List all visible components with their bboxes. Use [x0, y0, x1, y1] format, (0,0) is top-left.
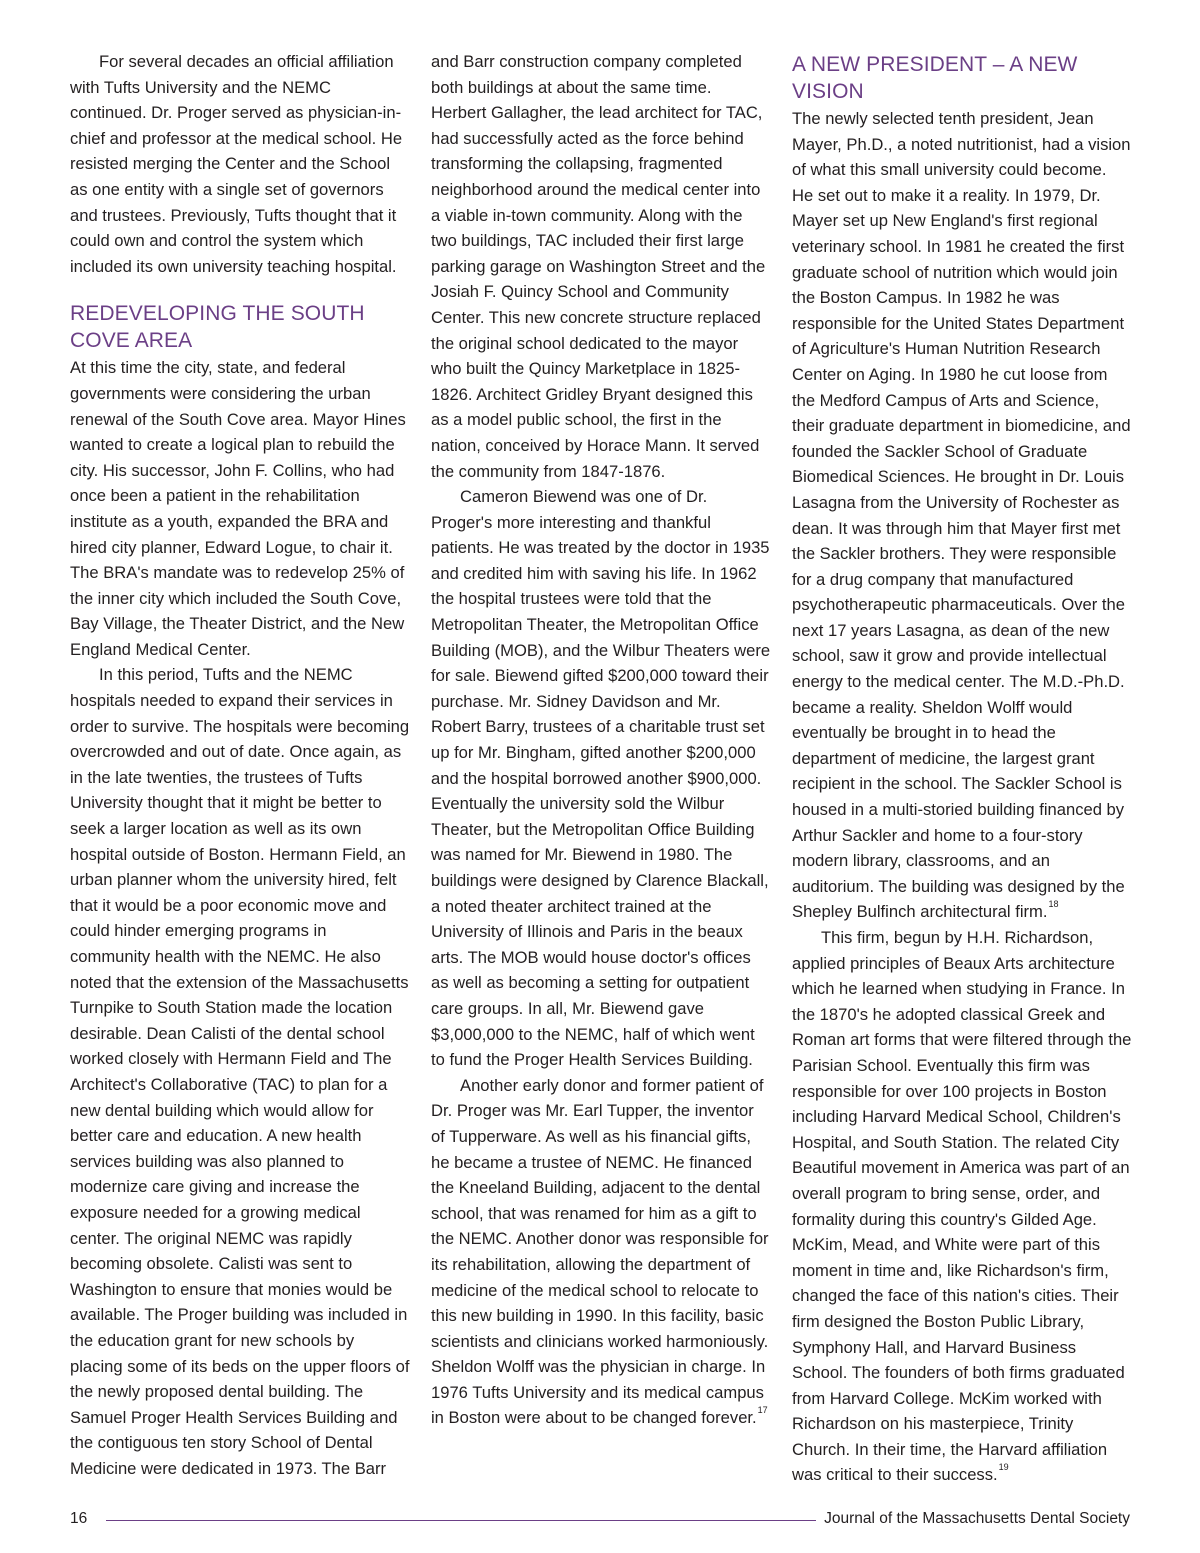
paragraph-jean-mayer-text: The newly selected tenth president, Jean Mayer, Ph.D., a noted nutritionist, had a vision of what this small university could become. He set out to make it a reality. In 1979, Dr. Mayer set up New England's first regional veterinary school. In 1981 he created the first graduate school of nutrition which would join the Boston Campus. In 1982 he was responsible for the United States Department of Agriculture's Human Nutrition Research Center on Aging. In 1980 he cut loose from the Medford Campus of Arts and Science, their graduate department in biomedicine, and founded the Sackler School of Graduate Biomedical Sciences. He brought in Dr. Louis Lasagna from the University of Rochester as dean. It was through him that Mayer first met the Sackler brothers. They were responsible for a drug company that manufactured psychotherapeutic pharmaceuticals. Over the next 17 years Lasagna, as dean of the new school, saw it grow and provide intellectual energy to the medical center. The M.D.-Ph.D. became a reality. Sheldon Wolff would eventually be brought in to head the department of medicine, the largest grant recipient in the school. The Sackler School is housed in a multi-storied building financed by Arthur Sackler and home to a four-story modern library, classrooms, and an auditorium. The building was designed by the Shepley Bulfinch architectural firm.: [792, 109, 1131, 922]
paragraph-barr-construction: and Barr construction company completed both buildings at about the same time. Herbert Gallagher, the lead architect for TAC, had successfully acted as the force behind transforming the collapsing, fragmented neighborhood around the medical center into a viable in-town community. Along with the two buildings, TAC included their first large parking garage on Washington Street and the Josiah F. Quincy School and Community Center. This new concrete structure replaced the original school dedicated to the mayor who built the Quincy Marketplace in 1825-1826. Architect Gridley Bryant designed this as a model public school, the first in the nation, conceived by Horace Mann. It served the community from 1847-1876.: [431, 52, 766, 481]
journal-name: Journal of the Massachusetts Dental Society: [824, 1510, 1130, 1527]
paragraph-tupper-text: Another early donor and former patient of Dr. Proger was Mr. Earl Tupper, the inventor of Tupperware. As well as his financial gifts, he became a trustee of NEMC. He financed the Kneeland Building, adjacent to the dental school, that was renamed for him as a gift to the NEMC. Another donor was responsible for its rehabilitation, allowing the department of medicine of the medical school to relocate to this new building in 1990. In this facility, basic scientists and clinicians worked harmoniously. Sheldon Wolff was the physician in charge. In 1976 Tufts University and its medical campus in Boston were about to be changed forever.: [431, 1075, 769, 1428]
footer-rule: [106, 1520, 816, 1521]
column-1: [70, 49, 410, 1481]
footnote-ref-17: 17: [757, 1405, 768, 1416]
paragraph-biewend: Cameron Biewend was one of Dr. Proger's more interesting and thankful patients. He was treated by the doctor in 1935 and credited him with saving his life. In 1962 the hospital trustees were told that the Metropolitan Theater, the Metropolitan Office Building (MOB), and the Wilbur Theaters were for sale. Biewend gifted $200,000 toward their purchase. Mr. Sidney Davidson and Mr. Robert Barry, trustees of a charitable trust set up for Mr. Bingham, gifted another $200,000 and the hospital borrowed another $900,000. Eventually the university sold the Wilbur Theater, but the Metropolitan Office Building was named for Mr. Biewend in 1980. The buildings were designed by Clarence Blackall, a noted theater architect trained at the University of Illinois and Paris in the beaux arts. The MOB would house doctor's offices as well as becoming a setting for outpatient care groups. In all, Mr. Biewend gave $3,000,000 to the NEMC, half of which went to fund the Proger Health Services Building.: [431, 487, 771, 1070]
section-heading-new-president: A NEW PRESIDENT – A NEW VISION: [792, 53, 1078, 103]
footnote-ref-19: 19: [998, 1462, 1009, 1473]
column-2: [431, 49, 771, 1431]
section-heading-south-cove: REDEVELOPING THE SOUTH COVE AREA: [70, 302, 365, 353]
page-number: 16: [70, 1510, 88, 1527]
paragraph-affiliation: For several decades an official affiliation with Tufts University and the NEMC continued. Dr. Proger served as physician-in-chief and professor at the medical school. He resisted merging the Center and the School as one entity with a single set of governors and trustees. Previously, Tufts thought that it could own and control the system which included its own university teaching hospital.: [70, 52, 403, 276]
paragraph-expansion: In this period, Tufts and the NEMC hospitals needed to expand their services in order to survive. The hospitals were becoming overcrowded and out of date. Once again, as in the late twenties, the trustees of Tufts University thought that it might be better to seek a larger location as well as its own hospital outside of Boston. Hermann Field, an urban planner whom the university hired, felt that it would be a poor economic move and could hinder emerging programs in community health with the NEMC. He also noted that the extension of the Massachusetts Turnpike to South Station made the location desirable. Dean Calisti of the dental school worked closely with Hermann Field and The Architect's Collaborative (TAC) to plan for a new dental building which would allow for better care and education. A new health services building was also planned to modernize care giving and increase the exposure needed for a growing medical center. The original NEMC was rapidly becoming obsolete. Calisti was sent to Washington to ensure that monies would be available. The Proger building was included in the education grant for new schools by placing some of its beds on the upper floors of the newly proposed dental building. The Samuel Proger Health Services Building and the contiguous ten story School of Dental Medicine were dedicated in 1973. The Barr: [70, 665, 410, 1478]
page-footer: [70, 1508, 1130, 1534]
paragraph-richardson: [792, 925, 1132, 1488]
paragraph-urban-renewal: At this time the city, state, and federal governments were considering the urban renewal of the South Cove area. Mayor Hines wanted to create a logical plan to rebuild the city. His successor, John F. Collins, who had once been a patient in the rehabilitation institute as a youth, expanded the BRA and hired city planner, Edward Logue, to chair it. The BRA's mandate was to redevelop 25% of the inner city which included the South Cove, Bay Village, the Theater District, and the New England Medical Center.: [70, 358, 406, 659]
paragraph-jean-mayer: [792, 106, 1132, 925]
paragraph-richardson-text: This firm, begun by H.H. Richardson, applied principles of Beaux Arts architecture which he learned when studying in France. In the 1870's he adopted classical Greek and Roman art forms that were filtered through the Parisian School. Eventually this firm was responsible for over 100 projects in Boston including Harvard Medical School, Children's Hospital, and South Station. The related City Beautiful movement in America was part of an overall program to bring sense, order, and formality during this country's Gilded Age. McKim, Mead, and White were part of this moment in time and, like Richardson's firm, changed the face of this nation's cities. Their firm designed the Boston Public Library, Symphony Hall, and Harvard Business School. The founders of both firms graduated from Harvard College. McKim worked with Richardson on his masterpiece, Trinity Church. In their time, the Harvard affiliation was critical to their success.: [792, 928, 1132, 1485]
paragraph-tupper: [431, 1073, 771, 1431]
column-3: [792, 49, 1132, 1488]
footnote-ref-18: 18: [1048, 899, 1059, 910]
